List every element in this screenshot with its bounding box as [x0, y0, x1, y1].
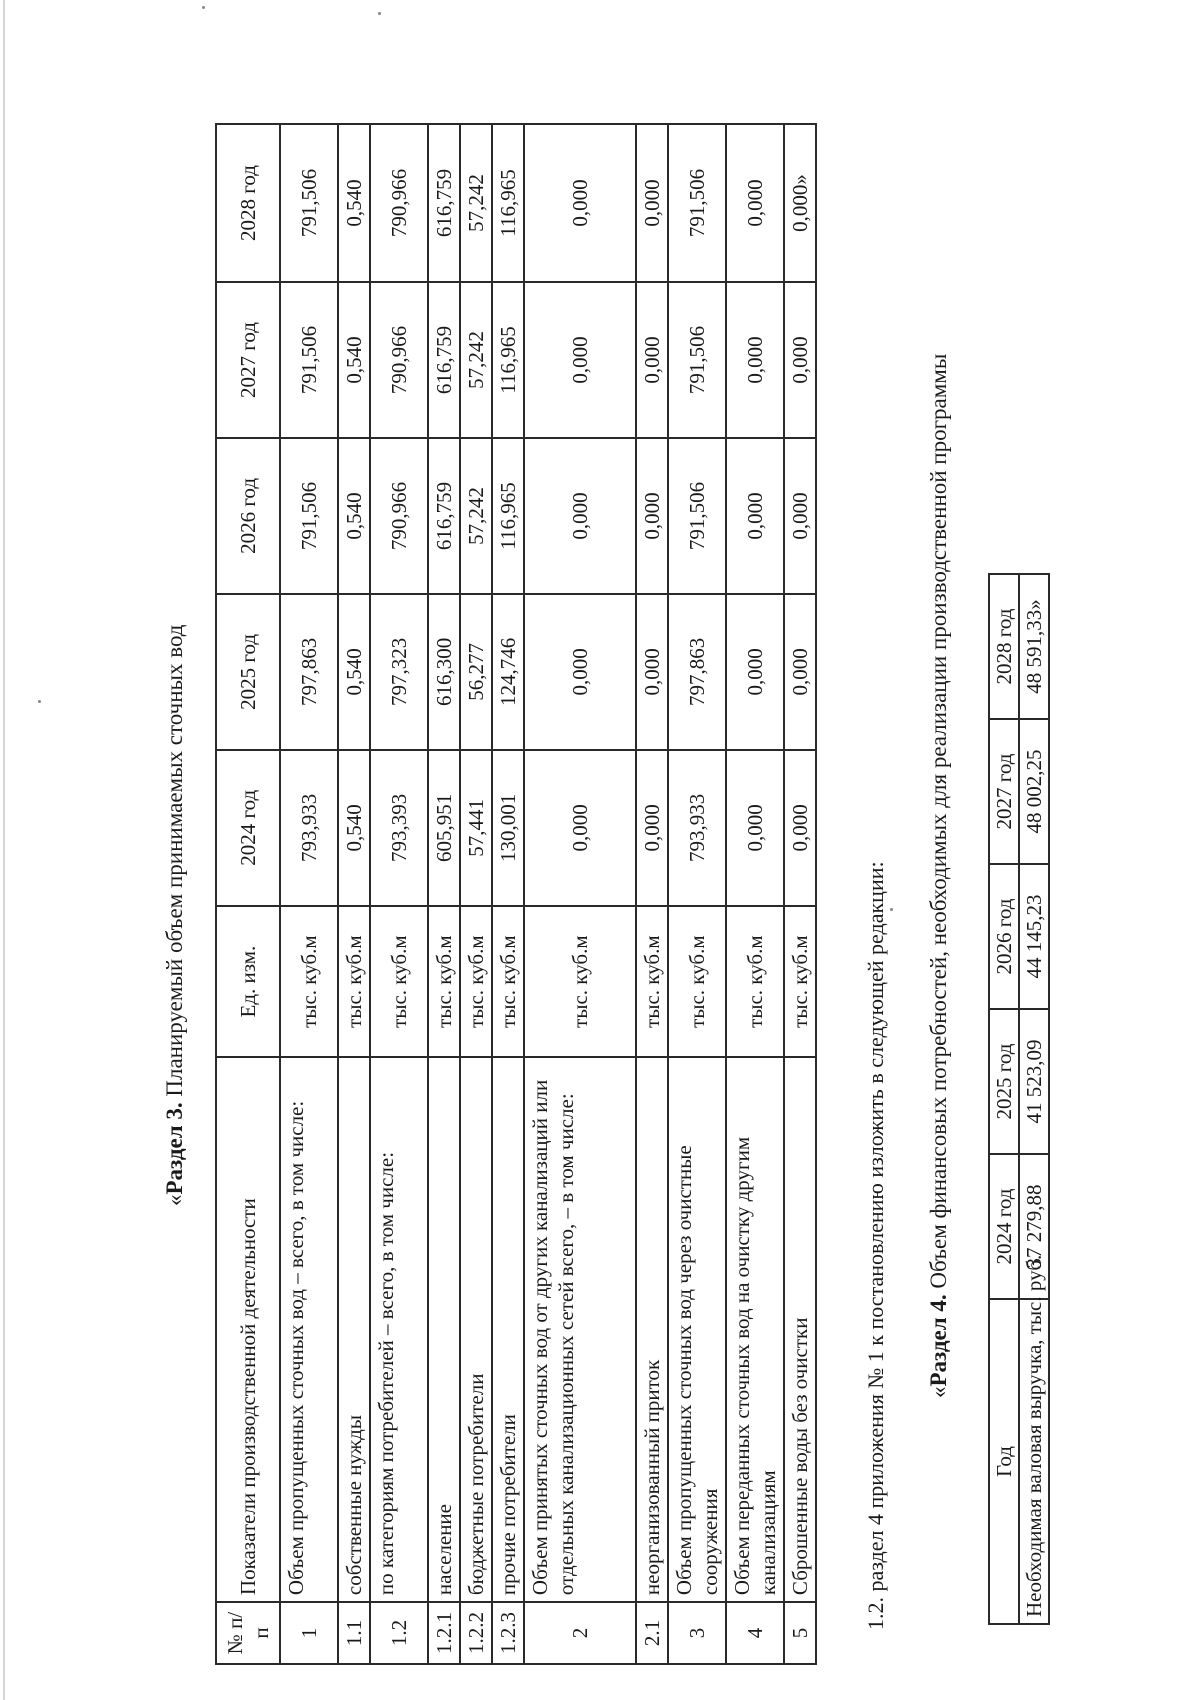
row-unit: тыс. куб.м: [338, 906, 370, 1058]
cell-value: 0,540: [338, 282, 370, 438]
row-label: Объем принятых сточных вод от других канализаций или отдельных канализационных сетей всего, – в том числе:: [524, 1057, 636, 1602]
column-header: 2025 год: [216, 594, 280, 750]
cell-value: 0,000: [524, 594, 636, 750]
row-label: Объем переданных сточных вод на очистку другим канализациям: [726, 1057, 784, 1602]
scan-speck: [202, 6, 205, 9]
scan-speck: [378, 12, 381, 15]
fin-year-header: 2027 год: [989, 719, 1019, 864]
cell-value: 56,277: [460, 594, 492, 750]
row-unit: тыс. куб.м: [460, 906, 492, 1058]
table-row: [784, 124, 816, 1664]
column-header: 2028 год: [216, 124, 280, 282]
cell-value: 797,863: [668, 594, 726, 750]
cell-value: 790,966: [370, 438, 428, 594]
row-label: неорганизованный приток: [636, 1057, 668, 1602]
column-header: 2024 год: [216, 750, 280, 906]
row-number: 4: [726, 1602, 784, 1664]
table-row: [668, 124, 726, 1664]
cell-value: 791,506: [280, 282, 338, 438]
cell-value: 57,441: [460, 750, 492, 906]
row-label: по категориям потребителей – всего, в том числе:: [370, 1057, 428, 1602]
fin-year-header: 2024 год: [989, 1154, 1019, 1299]
table-header-row: [216, 124, 280, 1664]
row-label: прочие потребители: [492, 1057, 524, 1602]
row-number: 5: [784, 1602, 816, 1664]
cell-value: 791,506: [280, 124, 338, 282]
cell-value: 793,933: [280, 750, 338, 906]
cell-value: 0,000: [726, 594, 784, 750]
cell-value: 0,000: [784, 438, 816, 594]
row-label: Объем пропущенных сточных вод – всего, в том числе:: [280, 1057, 338, 1602]
cell-value: 57,242: [460, 438, 492, 594]
row-number: 1.1: [338, 1602, 370, 1664]
row-unit: тыс. куб.м: [636, 906, 668, 1058]
row-unit: тыс. куб.м: [280, 906, 338, 1058]
cell-value: 116,965: [492, 124, 524, 282]
cell-value: 0,000: [524, 438, 636, 594]
cell-value: 0,000»: [784, 124, 816, 282]
row-number: 1.2: [370, 1602, 428, 1664]
cell-value: 616,759: [428, 124, 460, 282]
table-row: [280, 124, 338, 1664]
cell-value: 0,540: [338, 750, 370, 906]
row-unit: тыс. куб.м: [428, 906, 460, 1058]
fin-cell-value: 37 279,88: [1019, 1154, 1049, 1299]
cell-value: 791,506: [668, 124, 726, 282]
row-unit: тыс. куб.м: [524, 906, 636, 1058]
cell-value: 0,000: [636, 594, 668, 750]
cell-value: 793,393: [370, 750, 428, 906]
cell-value: 797,863: [280, 594, 338, 750]
table-row: [726, 124, 784, 1664]
cell-value: 57,242: [460, 124, 492, 282]
row-number: 1.2.1: [428, 1602, 460, 1664]
cell-value: 0,000: [636, 750, 668, 906]
row-label: Объем пропущенных сточных вод через очистные сооружения: [668, 1057, 726, 1602]
row-unit: тыс. куб.м: [784, 906, 816, 1058]
cell-value: 793,933: [668, 750, 726, 906]
row-unit: тыс. куб.м: [726, 906, 784, 1058]
cell-value: 790,966: [370, 124, 428, 282]
row-unit: тыс. куб.м: [370, 906, 428, 1058]
cell-value: 0,540: [338, 124, 370, 282]
column-header: Ед. изм.: [216, 906, 280, 1058]
cell-value: 0,000: [636, 438, 668, 594]
section-4-heading: «Раздел 4. Объем финансовых потребностей, необходимых для реализации производственной программы: [926, 353, 951, 1398]
cell-value: 605,951: [428, 750, 460, 906]
row-label: население: [428, 1057, 460, 1602]
fin-year-header: 2025 год: [989, 1009, 1019, 1154]
cell-value: 0,000: [784, 594, 816, 750]
cell-value: 791,506: [668, 282, 726, 438]
cell-value: 0,000: [726, 750, 784, 906]
section-3-heading: «Раздел 3. Планируемый объем принимаемых сточных вод: [162, 624, 187, 1206]
cell-value: 0,000: [524, 750, 636, 906]
paragraph-1-2: 1.2. раздел 4 приложения № 1 к постановлению изложить в следующей редакции:: [863, 861, 888, 1630]
fin-header-label: Год: [989, 1299, 1019, 1624]
row-unit: тыс. куб.м: [492, 906, 524, 1058]
column-header: 2027 год: [216, 282, 280, 438]
cell-value: 0,000: [784, 282, 816, 438]
cell-value: 0,000: [726, 282, 784, 438]
cell-value: 124,746: [492, 594, 524, 750]
table-row: [636, 124, 668, 1664]
cell-value: 0,000: [524, 282, 636, 438]
column-header: Показатели производственной деятельности: [216, 1057, 280, 1602]
row-number: 1.2.2: [460, 1602, 492, 1664]
cell-value: 616,300: [428, 594, 460, 750]
row-label: бюджетные потребители: [460, 1057, 492, 1602]
table-row: [460, 124, 492, 1664]
fin-cell-value: 48 591,33»: [1019, 574, 1049, 719]
cell-value: 116,965: [492, 438, 524, 594]
table-row: [524, 124, 636, 1664]
fin-cell-value: 44 145,23: [1019, 864, 1049, 1009]
cell-value: 0,000: [636, 282, 668, 438]
table-row: [428, 124, 460, 1664]
cell-value: 616,759: [428, 438, 460, 594]
cell-value: 0,000: [636, 124, 668, 282]
cell-value: 0,000: [726, 124, 784, 282]
cell-value: 116,965: [492, 282, 524, 438]
cell-value: 791,506: [280, 438, 338, 594]
table-row: [338, 124, 370, 1664]
row-number: 3: [668, 1602, 726, 1664]
row-number: 1.2.3: [492, 1602, 524, 1664]
fin-cell-value: 41 523,09: [1019, 1009, 1049, 1154]
row-unit: тыс. куб.м: [668, 906, 726, 1058]
fin-year-header: 2026 год: [989, 864, 1019, 1009]
cell-value: 616,759: [428, 282, 460, 438]
table-row: [370, 124, 428, 1664]
row-label: Сброшенные воды без очистки: [784, 1057, 816, 1602]
cell-value: 130,001: [492, 750, 524, 906]
table-row: [492, 124, 524, 1664]
fin-year-header: 2028 год: [989, 574, 1019, 719]
cell-value: 0,000: [524, 124, 636, 282]
row-label: собственные нужды: [338, 1057, 370, 1602]
cell-value: 797,323: [370, 594, 428, 750]
fin-row-label: Необходимая валовая выручка, тыс. руб.: [1019, 1299, 1049, 1624]
row-number: 2: [524, 1602, 636, 1664]
cell-value: 0,540: [338, 438, 370, 594]
row-number: 1: [280, 1602, 338, 1664]
cell-value: 790,966: [370, 282, 428, 438]
financial-needs-table: [988, 573, 1050, 1625]
cell-value: 0,000: [726, 438, 784, 594]
fin-table-header-row: [989, 574, 1019, 1624]
rotated-content: [0, 20, 1200, 1700]
row-number: 2.1: [636, 1602, 668, 1664]
fin-table-row: [1019, 574, 1049, 1624]
cell-value: 0,540: [338, 594, 370, 750]
cell-value: 0,000: [784, 750, 816, 906]
cell-value: 791,506: [668, 438, 726, 594]
fin-cell-value: 48 002,25: [1019, 719, 1049, 864]
column-header: 2026 год: [216, 438, 280, 594]
cell-value: 57,242: [460, 282, 492, 438]
column-header: № п/п: [216, 1602, 280, 1664]
wastewater-volume-table: [215, 123, 817, 1665]
